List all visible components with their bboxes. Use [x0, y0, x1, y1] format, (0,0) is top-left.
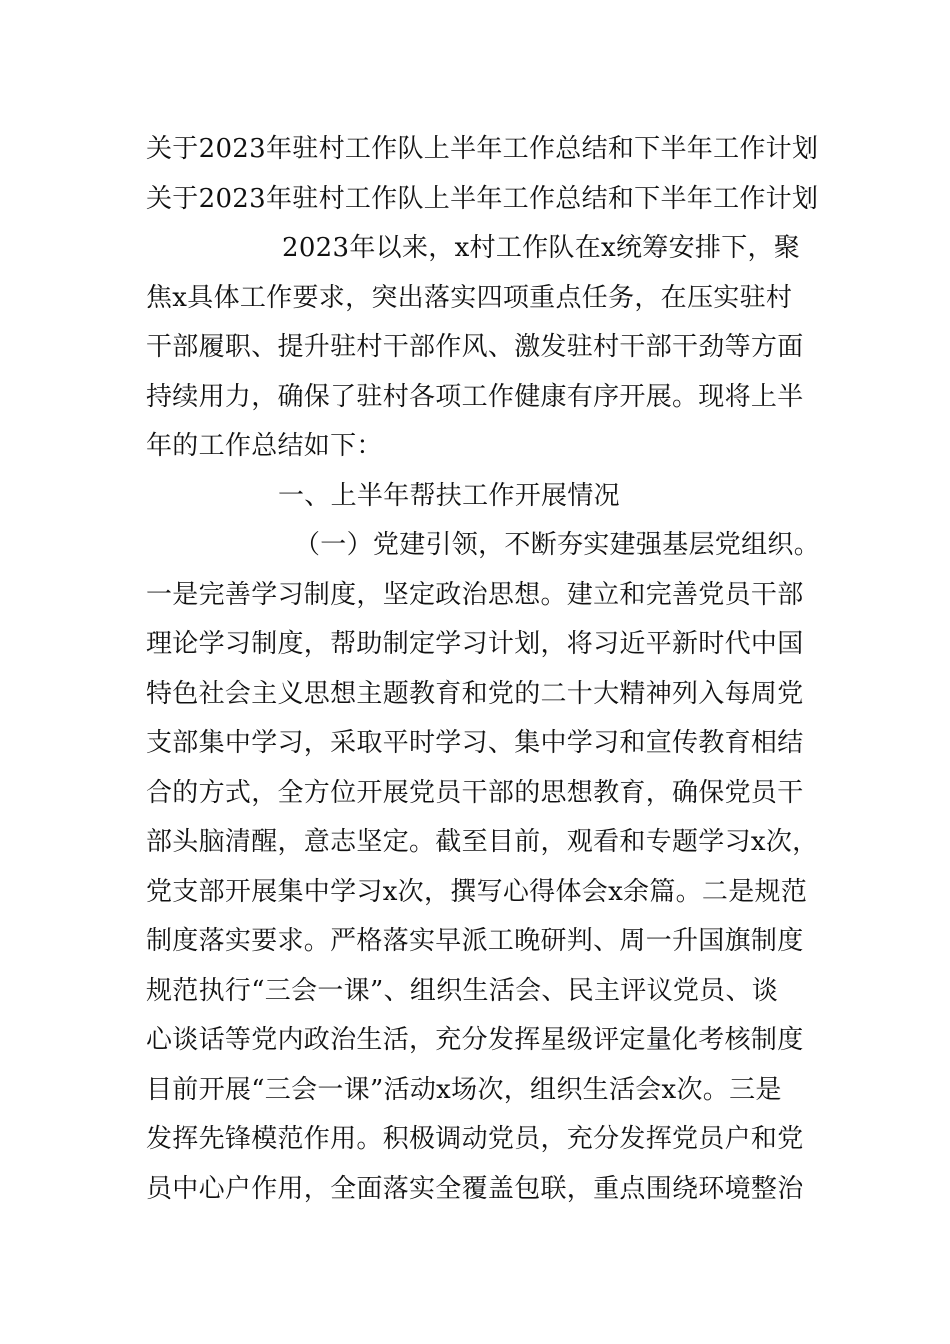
- body-paragraph-line: 目前开展“三会一课”活动x场次，组织生活会x次。三是: [146, 1074, 782, 1105]
- intro-paragraph-line: 年的工作总结如下：: [146, 431, 383, 461]
- body-paragraph-line: 规范执行“三会一课”、组织生活会、民主评议党员、谈: [146, 975, 779, 1006]
- body-paragraph-line: 心谈话等党内政治生活，充分发挥星级评定量化考核制度: [146, 1025, 804, 1055]
- body-paragraph-line: 员中心户作用，全面落实全覆盖包联，重点围绕环境整治: [146, 1173, 804, 1204]
- intro-paragraph-line: 持续用力，确保了驻村各项工作健康有序开展。现将上半: [146, 381, 804, 412]
- intro-paragraph-line: 焦x具体工作要求，突出落实四项重点任务，在压实驻村: [146, 282, 793, 313]
- body-paragraph-line: 制度落实要求。严格落实早派工晚研判、周一升国旗制度: [146, 926, 804, 956]
- section-heading: 一、上半年帮扶工作开展情况: [278, 480, 620, 511]
- body-paragraph-line: 合的方式，全方位开展党员干部的思想教育，确保党员干: [146, 777, 804, 808]
- body-paragraph-line: 理论学习制度，帮助制定学习计划，将习近平新时代中国: [146, 629, 804, 659]
- body-paragraph-line: 支部集中学习，采取平时学习、集中学习和宣传教育相结: [146, 728, 804, 758]
- intro-paragraph-line: 干部履职、提升驻村干部作风、激发驻村干部干劲等方面: [146, 332, 804, 362]
- body-paragraph-line: 部头脑清醒，意志坚定。截至目前，观看和专题学习x次，: [146, 827, 819, 857]
- body-paragraph-line: 发挥先锋模范作用。积极调动党员，充分发挥党员户和党: [146, 1124, 804, 1154]
- document-title: 关于2023年驻村工作队上半年工作总结和下半年工作计划: [146, 134, 819, 164]
- body-paragraph-line: 一是完善学习制度，坚定政治思想。建立和完善党员干部: [146, 579, 804, 610]
- document-body: [146, 125, 821, 1214]
- intro-paragraph-line: 2023年以来，x村工作队在x统筹安排下，聚: [282, 233, 801, 263]
- body-paragraph-line: 特色社会主义思想主题教育和党的二十大精神列入每周党: [146, 678, 804, 709]
- body-paragraph-line: 党支部开展集中学习x次，撰写心得体会x余篇。二是规范: [146, 876, 808, 907]
- document-title-repeat: 关于2023年驻村工作队上半年工作总结和下半年工作计划: [146, 183, 819, 214]
- subsection-heading: （一）党建引领，不断夯实建强基层党组织。: [294, 530, 821, 560]
